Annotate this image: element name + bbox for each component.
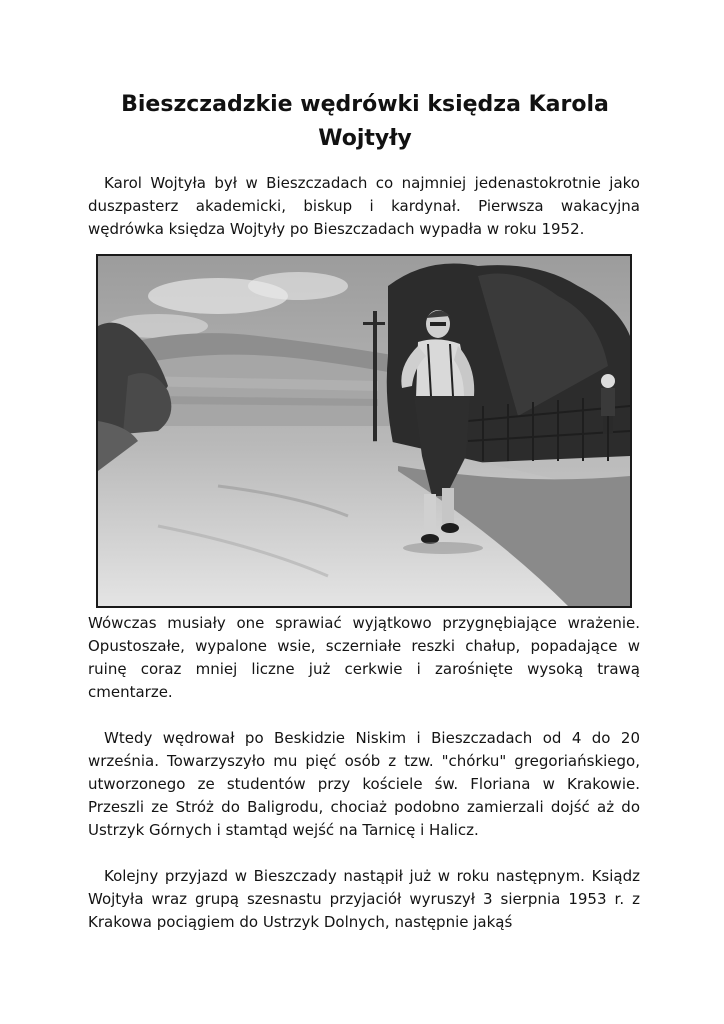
paragraph-second-trip: Kolejny przyjazd w Bieszczady nastąpił już w roku następnym. Ksiądz Wojtyła wraz grupą szesnastu przyjaciół wyruszył 3 sierpnia 1953 r. z Krakowa pociągiem do Ustrzyk Dolnych, następnie jakąś	[88, 867, 640, 931]
photo-image	[98, 256, 630, 606]
document-title: Bieszczadzkie wędrówki księdza Karola Wojtyły	[121, 92, 609, 151]
photo-walking-priest	[96, 254, 632, 608]
paragraph-impression: Wówczas musiały one sprawiać wyjątkowo przygnębiające wrażenie. Opustoszałe, wypalone wsie, sczerniałe reszki chałup, popadające w ruinę coraz mniej liczne już cerkwie i zarośnięte wysoką trawą cmentarze.	[88, 614, 640, 701]
paragraph-first-trip: Wtedy wędrował po Beskidzie Niskim i Bieszczadach od 4 do 20 września. Towarzyszyło mu pięć osób z tzw. "chórku" gregoriańskiego, utworzonego ze studentów przy kościele św. Floriana w Krakowie. Przeszli ze Stróż do Baligrodu, chociaż podobno zamierzali dojść aż do Ustrzyk Górnych i stamtąd wejść na Tarnicę i Halicz.	[88, 729, 640, 839]
paragraph-intro: Karol Wojtyła był w Bieszczadach co najmniej jedenastokrotnie jako duszpasterz akademicki, biskup i kardynał. Pierwsza wakacyjna wędrówka księdza Wojtyły po Bieszczadach wypadła w roku 1952.	[88, 174, 640, 238]
